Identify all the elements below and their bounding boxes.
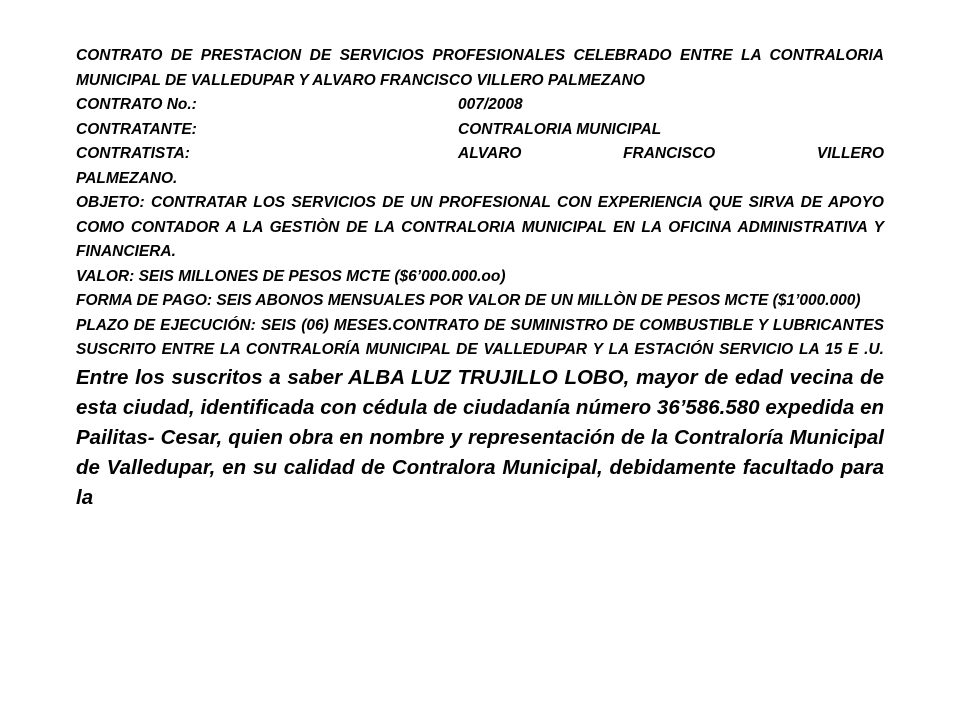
forma-pago-paragraph: FORMA DE PAGO: SEIS ABONOS MENSUALES POR VALOR DE UN MILLÒN DE PESOS MCTE ($1’000.000) [76,292,861,309]
contract-text [76,44,884,513]
contratante-value: CONTRALORIA MUNICIPAL [458,120,662,138]
contract-title: CONTRATO DE PRESTACION DE SERVICIOS PROFESIONALES CELEBRADO ENTRE LA CONTRALORIA MUNICIPAL DE VALLEDUPAR Y ALVARO FRANCISCO VILLERO PALMEZANO [76,47,884,89]
contract-number-value: 007/2008 [458,96,523,113]
valor-paragraph: VALOR: SEIS MILLONES DE PESOS MCTE ($6’000.000.oo) [76,267,506,285]
contract-number-label: CONTRATO No.: [76,96,197,113]
contratante-row [76,118,884,143]
contract-number-row [76,93,884,118]
contratista-row [76,142,884,167]
plazo-paragraph [76,314,884,513]
suministro-caps: CONTRATO DE SUMINISTRO DE COMBUSTIBLE Y LUBRICANTES SUSCRITO ENTRE LA CONTRALORÍA MUNICIPAL DE VALLEDUPAR Y LA ESTACIÓN SERVICIO LA 15 E .U. [76,316,884,358]
contratante-label: CONTRATANTE: [76,120,197,138]
contratista-value-cont: PALMEZANO. [76,169,178,187]
contratista-label: CONTRATISTA: [76,145,190,162]
suministro-body: Entre los suscritos a saber ALBA LUZ TRUJILLO LOBO, mayor de edad vecina de esta ciudad, identificada con cédula de ciudadanía número 36’586.580 expedida en Pailitas- Cesar, quien obra en nombre y representación de la Contraloría Municipal de Valledupar, en su calidad de Contralora Municipal, debidamente facultado para la [76,365,884,509]
objeto-paragraph: OBJETO: CONTRATAR LOS SERVICIOS DE UN PROFESIONAL CON EXPERIENCIA QUE SIRVA DE APOYO COMO CONTADOR A LA GESTIÒN DE LA CONTRALORIA MUNICIPAL EN LA OFICINA ADMINISTRATIVA Y FINANCIERA. [76,194,884,260]
contratista-value: ALVARO FRANCISCO VILLERO [458,145,884,162]
plazo-text: PLAZO DE EJECUCIÓN: SEIS (06) MESES. [76,316,393,334]
